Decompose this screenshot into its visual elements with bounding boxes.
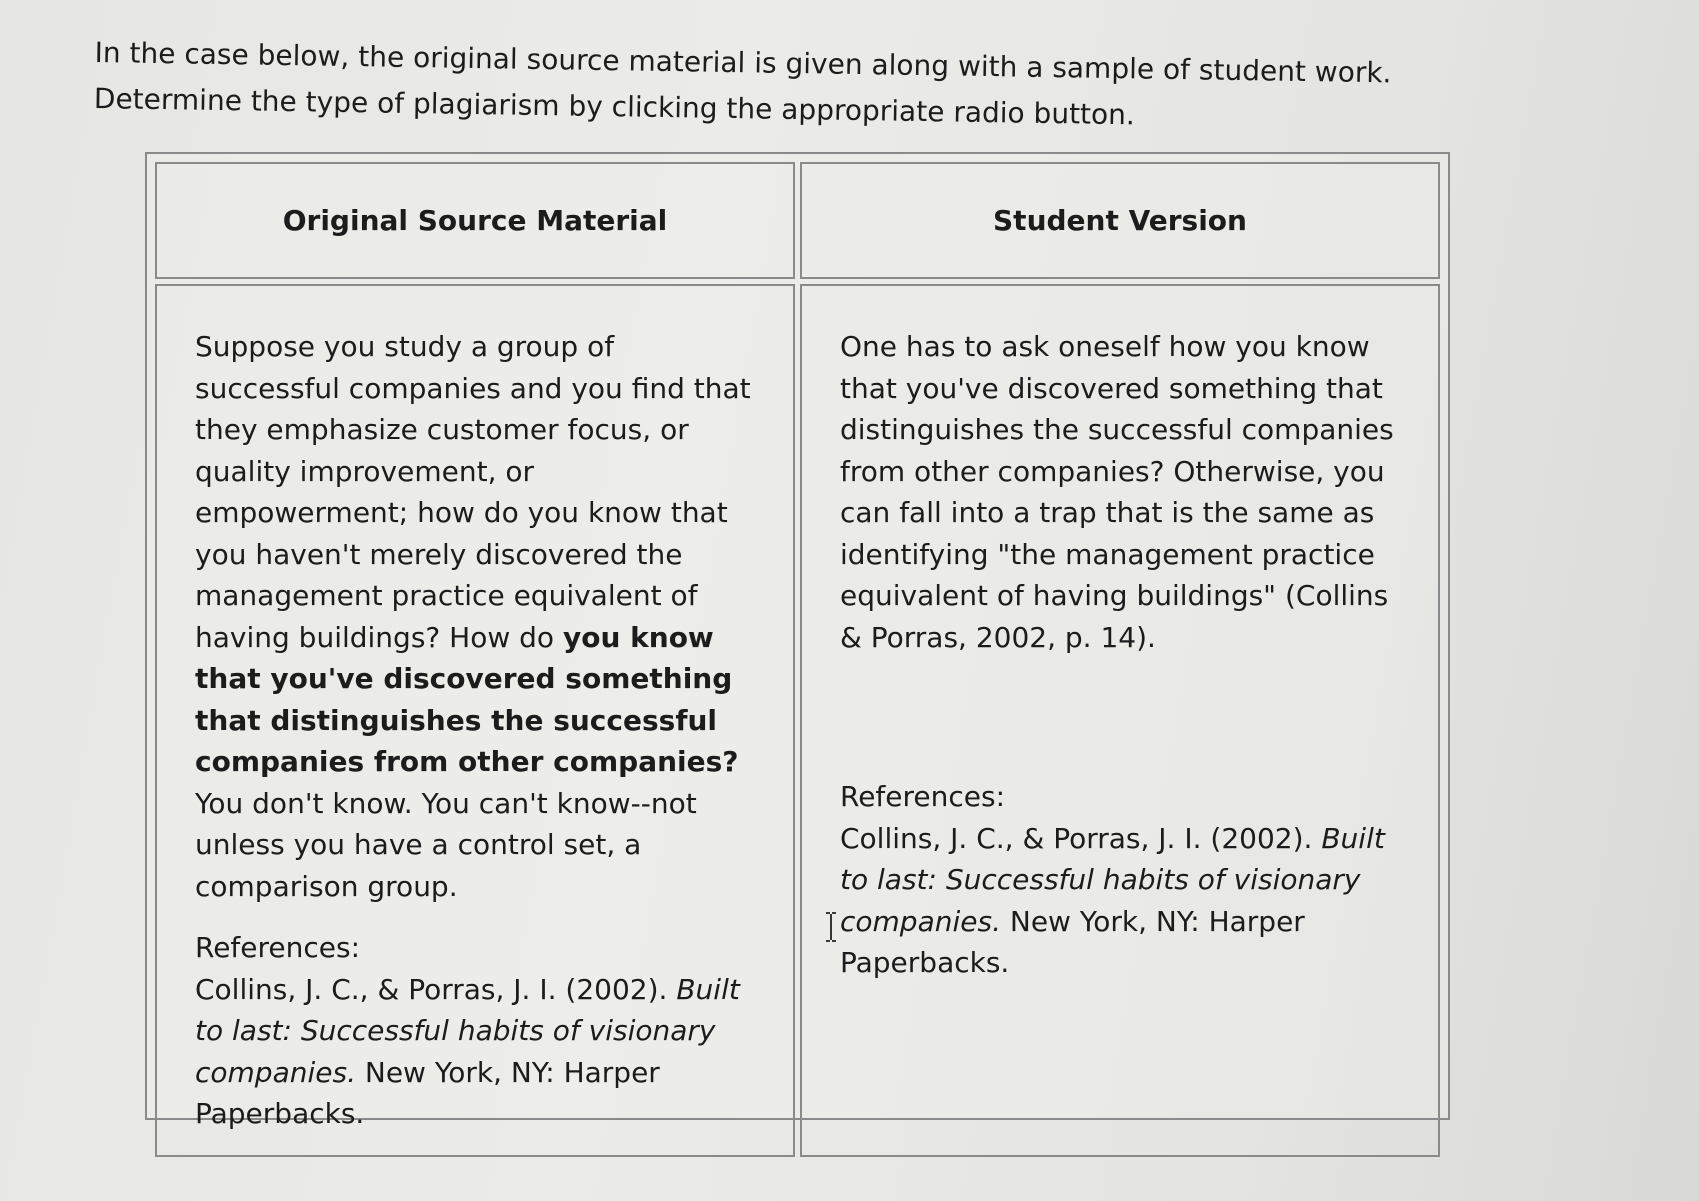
student-version-text: One has to ask oneself how you know that you've discovered something that distinguishes the successful companies from other companies? Otherwise, you can fall into a trap that is the same as identifying "the management practice equivalent of having buildings" (Collins & Porras, 2002, p. 14). [840, 330, 1394, 654]
original-source-cell [155, 284, 795, 1157]
student-references [840, 776, 1400, 984]
student-header: Student Version [993, 204, 1247, 237]
original-references-label: References: [195, 931, 361, 964]
student-reference-entry [840, 818, 1400, 984]
student-header-cell [800, 162, 1440, 279]
student-version-cell [800, 284, 1440, 1157]
text-cursor-icon [824, 912, 838, 942]
original-text-end: You don't know. You can't know--not unless you have a control set, a comparison group. [195, 786, 697, 903]
original-references [195, 927, 755, 1135]
comparison-table [145, 152, 1450, 1130]
student-reference-publisher: New York, NY: Harper Paperbacks. [840, 904, 1305, 979]
instructions [94, 30, 1455, 143]
original-reference-entry [195, 969, 755, 1135]
student-reference-title: Built to last: Successful habits of visionary companies. [840, 821, 1385, 938]
original-source-text [195, 326, 755, 907]
original-header-cell [155, 162, 795, 279]
original-text-bold: you know that you've discovered something that distinguishes the successful companies from other companies? [195, 620, 739, 778]
instructions-line-2: Determine the type of plagiarism by clicking the appropriate radio button. [93, 81, 1136, 132]
original-reference-title: Built to last: Successful habits of visionary companies. [195, 972, 740, 1089]
instructions-line-1: In the case below, the original source material is given along with a sample of student work. [94, 35, 1392, 90]
original-reference-publisher: New York, NY: Harper Paperbacks. [195, 1055, 660, 1130]
original-text-start: Suppose you study a group of successful companies and you find that they emphasize customer focus, or quality improvement, or empowerment; how do you know that you haven't merely discovered the management practice equivalent of having buildings? How do [195, 330, 751, 654]
student-reference-authors: Collins, J. C., & Porras, J. I. (2002). [840, 821, 1322, 855]
original-header: Original Source Material [282, 204, 668, 237]
student-references-label: References: [840, 780, 1006, 813]
original-reference-authors: Collins, J. C., & Porras, J. I. (2002). [195, 972, 677, 1006]
